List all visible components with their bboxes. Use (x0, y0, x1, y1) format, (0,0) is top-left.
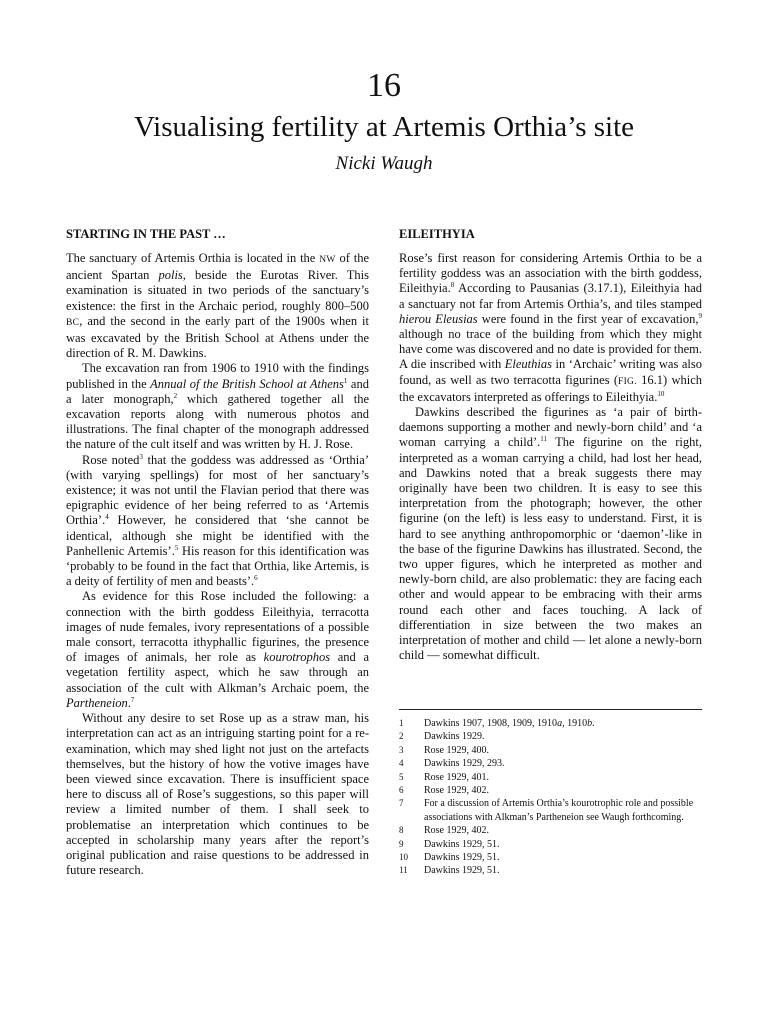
section-heading-starting: STARTING IN THE PAST … (66, 227, 226, 241)
footnote-ref: 9 (698, 311, 703, 320)
footnote: 7 For a discussion of Artemis Orthia’s kourotrophic role and possible associations with Alkman’s Partheneion see Waugh forthcoming. (399, 798, 694, 823)
footnote-ref: 3 (139, 452, 143, 461)
paragraph: The excavation ran from 1906 to 1910 with the findings published in the Annual of the British School at Athens$^1$ and a later monograph,$^2$ which gathered together all the excavation reports along with numerous photos and illustrations. The final chapter of the monograph addressed the nature of the cult itself and was written by H. J. Rose. (66, 361, 369, 452)
footnote: 1 Dawkins 1907, 1908, 1909, 1910a, 1910b. (399, 718, 595, 729)
right-column (399, 226, 702, 663)
footnote: 4 Dawkins 1929, 293. (399, 758, 505, 770)
footnote-ref: 2 (173, 391, 178, 400)
footnote: 2 Dawkins 1929. (399, 731, 485, 743)
paragraph: The sanctuary of Artemis Orthia is located in the NW of the ancient Spartan polis, beside the Eurotas River. This examination is situated in two periods of the sanctuary’s existence: the first in the Archaic period, roughly 800–500 BC, and the second in the early part of the 1900s when it was excavated by the British School at Athens under the direction of R. M. Dawkins. (66, 251, 370, 361)
paragraph: Without any desire to set Rose up as a straw man, his interpretation can act as an intriguing starting point for a re-examination, which may shed light not just on the artefacts themselves, but the history of how the votive images have been viewed since excavation. There is insufficient space here to discuss all of Rose’s suggestions, so this paper will review a limited number of them. I shall seek to problematise an interpretation which continues to be accepted in scholarship many years after the report’s original publication and raise questions to be addressed in future research. (66, 711, 369, 878)
footnote-divider (399, 709, 702, 710)
paragraph: As evidence for this Rose included the following: a connection with the birth goddess Eileithyia, terracotta images of nude females, ivory representations of a possible male consort, terracotta ithyphallic figurines, the presence of images of animals, her role as kourotrophos and a vegetation fertility aspect, which he saw through an association of the cult with Alkman’s Archaic poem, the Partheneion.$^7$ (66, 589, 369, 710)
author-name: Nicki Waugh (335, 153, 433, 174)
chapter-title: Visualising fertility at Artemis Orthia’s site (133, 111, 635, 143)
footnote: 10 Dawkins 1929, 51. (399, 852, 500, 864)
footnote: 3 Rose 1929, 400. (399, 744, 489, 756)
left-column (66, 226, 369, 878)
footnote-ref: 10 (657, 389, 665, 398)
footnote: 8 Rose 1929, 402. (399, 825, 489, 837)
section-heading-eileithyia: EILEITHYIA (399, 227, 475, 241)
chapter-number: 16 (367, 67, 401, 104)
footnote-ref: 6 (254, 574, 258, 583)
footnote-ref: 11 (540, 435, 548, 444)
footnote: 9 Dawkins 1929, 51. (399, 838, 500, 850)
footnotes (399, 717, 702, 878)
footnote-ref: 7 (130, 695, 135, 704)
footnote: 11 Dawkins 1929, 51. (399, 865, 500, 877)
footnote-ref: 5 (174, 543, 179, 552)
footnote-ref: 4 (105, 513, 109, 522)
footnote-ref: 1 (343, 376, 348, 385)
paragraph: Dawkins described the figurines as ‘a pair of birth-daemons supporting a mother and newly-born child’ and ‘a woman carrying a child’.$^{11}$ The figurine on the right, interpreted as a woman carrying a child, had lost her head, and Dawkins noted that a break suggests there may originally have been two children. It is easy to see this interpretation from the photograph; however, the other figurine (on the left) is less easy to understand. First, it is hard to see anything anthropomorphic or ‘daemon’-like in the base of the figurine Dawkins has illustrated. Second, the two upper figures, which he interpreted as mother and newly-born child, are also problematic: they are facing each other and would appear to be embracing with their arms round each other and faces touching. A lack of differentiation in size between the two makes an interpretation of mother and child — let alone a newly-born child — somewhat difficult. (399, 405, 702, 663)
footnote: 6 Rose 1929, 402. (399, 785, 489, 797)
paragraph: Rose noted$^3$ that the goddess was addressed as ‘Orthia’ (with varying spellings) for most of her sanctuary’s existence; it was not until the Flavian period that there was epigraphic evidence of her being referred to as ‘Artemis Orthia’.$^4$ However, he considered that ‘she cannot be identical, although she might be identified with the Panhellenic Artemis’.$^5$ His reason for this identification was ‘probably to be found in the fact that Orthia, like Artemis, is a deity of fertility of men and beasts’.$^6$ (66, 452, 369, 589)
paragraph: Rose’s first reason for considering Artemis Orthia to be a fertility goddess was an association with the birth goddess, Eileithyia.$^8$ According to Pausanias (3.17.1), Eileithyia had a sanctuary not far from Artemis Orthia’s, and tiles stamped hierou Eleusias were found in the first year of excavation,$^9$ although no trace of the building from which they might have come was discovered and no date is provided for them. A die inscribed with Eleuthias in ‘Archaic’ writing was also found, as well as two terracotta figurines (FIG. 16.1) which the excavators interpreted as offerings to Eileithyia.$^{10}$ (399, 251, 703, 404)
footnote-ref: 8 (450, 281, 455, 290)
footnote: 5 Rose 1929, 401. (399, 771, 489, 783)
